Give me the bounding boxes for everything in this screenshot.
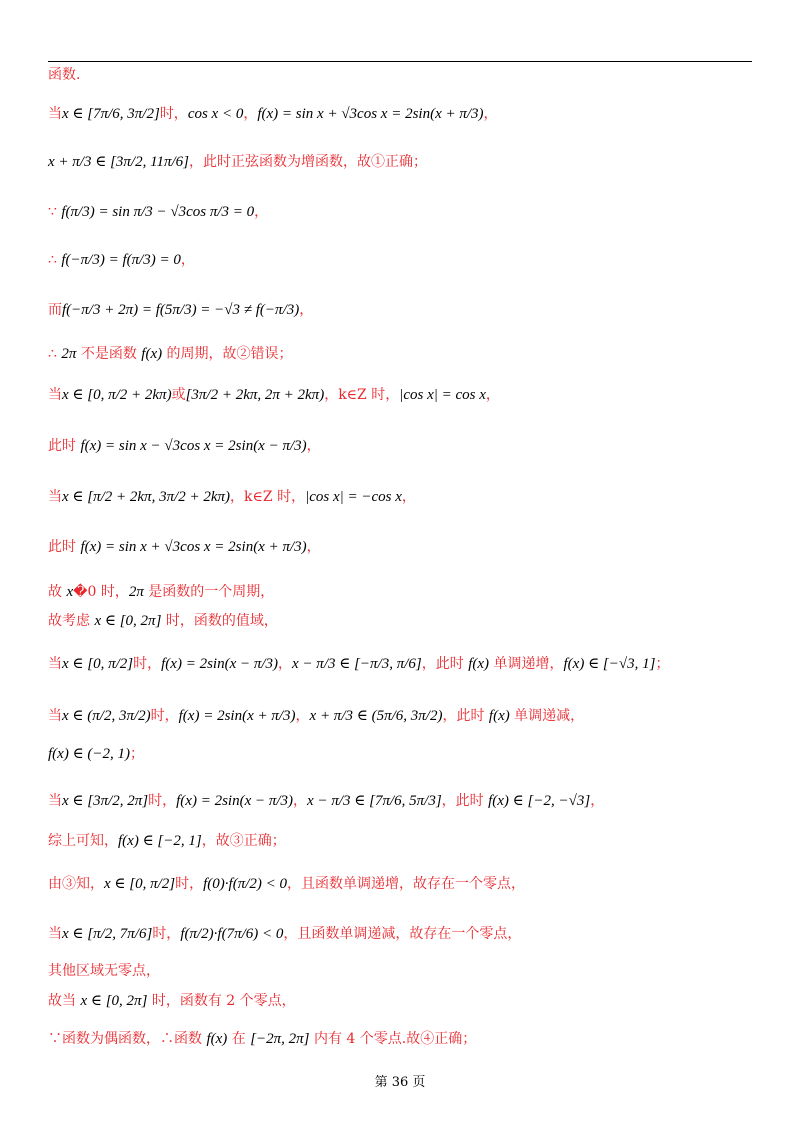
text-segment: 时，: [159, 106, 188, 122]
text-segment: 在: [227, 1031, 251, 1047]
text-line: [48, 1030, 476, 1048]
math-expression: x ∈ [π/2 + 2kπ, 3π/2 + 2kπ): [62, 489, 231, 505]
page-number: 第 36 页: [374, 1075, 426, 1090]
text-segment: ；: [655, 656, 670, 672]
text-segment: ，此时: [421, 656, 469, 672]
text-line: [48, 612, 278, 630]
text-segment: ∵函数为偶函数，∴函数: [48, 1031, 207, 1047]
text-segment: ，此时正弦函数为增函数，故①正确；: [189, 154, 427, 170]
text-line: [48, 583, 274, 601]
math-expression: |cos x| = cos x: [399, 387, 486, 403]
math-expression: x + π/3 ∈ (5π/6, 3π/2): [309, 708, 443, 724]
math-expression: f(π/2)·f(7π/6) < 0: [180, 926, 284, 942]
math-expression: f(x): [141, 346, 163, 362]
text-segment: 由③知，: [48, 876, 104, 892]
text-line: [48, 832, 286, 850]
text-line: [48, 792, 604, 810]
text-line: [48, 66, 80, 84]
text-segment: ，: [254, 204, 269, 220]
text-segment: 时，: [152, 926, 181, 942]
text-segment: 时，: [175, 876, 204, 892]
text-line: [48, 992, 296, 1010]
math-expression: 2π: [128, 584, 144, 600]
text-segment: 时，函数的值域，: [161, 613, 278, 629]
math-expression: f(−π/3 + 2π) = f(5π/3) = −√3 ≠ f(−π/3): [62, 302, 300, 318]
text-line: [48, 488, 416, 506]
text-segment: ，: [293, 793, 308, 809]
text-segment: 当: [48, 489, 62, 505]
text-segment: 而: [48, 302, 62, 318]
math-expression: x ∈ [0, 2π]: [80, 993, 148, 1009]
text-line: [48, 655, 669, 673]
text-segment: 或: [171, 387, 186, 403]
text-segment: ；: [130, 746, 145, 762]
text-line: [48, 925, 521, 943]
text-segment: 故考虑: [48, 613, 95, 629]
text-line: [48, 301, 313, 319]
text-segment: 当: [48, 708, 62, 724]
text-segment: 当: [48, 387, 62, 403]
text-line: [48, 875, 525, 893]
text-segment: 时，: [148, 793, 177, 809]
text-line: [48, 437, 321, 455]
text-segment: ，k∈Z 时，: [230, 489, 306, 505]
text-segment: 函数.: [48, 67, 81, 83]
math-expression: f(−π/3) = f(π/3) = 0: [61, 252, 181, 268]
text-segment: 当: [48, 656, 62, 672]
text-segment: ，k∈Z 时，: [324, 387, 400, 403]
text-segment: 时，: [133, 656, 162, 672]
text-segment: ，此时: [441, 793, 489, 809]
math-expression: f(x) ∈ [−2, −√3]: [488, 793, 591, 809]
text-segment: 当: [48, 106, 62, 122]
text-line: [48, 153, 427, 171]
math-expression: f(x) = sin x − √3cos x = 2sin(x − π/3): [80, 438, 307, 454]
math-expression: 2π: [61, 346, 77, 362]
text-segment: ，: [483, 106, 498, 122]
math-expression: f(x): [468, 656, 490, 672]
text-segment: ，故③正确；: [201, 833, 286, 849]
text-segment: ，且函数单调递增，故存在一个零点，: [287, 876, 525, 892]
math-expression: [−2π, 2π]: [250, 1031, 310, 1047]
text-segment: 当: [48, 793, 62, 809]
math-expression: f(x) = 2sin(x − π/3): [176, 793, 294, 809]
text-line: [48, 105, 498, 123]
text-line: [48, 745, 144, 763]
text-segment: 时，函数有 2 个零点，: [147, 993, 296, 1009]
math-expression: x ∈ [0, π/2 + 2kπ): [62, 387, 172, 403]
math-expression: f(x) = 2sin(x + π/3): [178, 708, 296, 724]
text-segment: ，: [401, 489, 416, 505]
math-expression: x ∈ [7π/6, 3π/2]: [62, 106, 160, 122]
math-expression: x ∈ [0, π/2]: [104, 876, 176, 892]
text-line: [48, 203, 268, 221]
math-expression: f(0)·f(π/2) < 0: [203, 876, 287, 892]
text-line: [48, 345, 293, 363]
header-rule: [48, 61, 752, 62]
text-segment: 当: [48, 926, 62, 942]
text-segment: 综上可知，: [48, 833, 118, 849]
text-segment: ，: [485, 387, 500, 403]
math-expression: x: [66, 584, 74, 600]
math-expression: x + π/3 ∈ [3π/2, 11π/6]: [48, 154, 189, 170]
text-segment: 不是函数: [76, 346, 142, 362]
text-line: [48, 962, 160, 980]
text-segment: 故: [48, 584, 67, 600]
text-segment: ，此时: [442, 708, 489, 724]
text-segment: 时，: [150, 708, 179, 724]
text-segment: ，: [306, 539, 321, 555]
text-segment: ，: [243, 106, 258, 122]
math-expression: f(x): [488, 708, 510, 724]
math-expression: f(x) ∈ [−√3, 1]: [563, 656, 656, 672]
math-expression: f(x) ∈ [−2, 1]: [118, 833, 202, 849]
math-expression: x ∈ [0, π/2]: [62, 656, 134, 672]
text-segment: 单调递减，: [509, 708, 585, 724]
text-segment: ∵: [48, 204, 62, 220]
text-segment: 故当: [48, 993, 81, 1009]
math-expression: cos x < 0: [187, 106, 244, 122]
math-expression: x ∈ [π/2, 7π/6]: [62, 926, 153, 942]
text-segment: 的周期，故②错误；: [162, 346, 293, 362]
text-segment: ，: [306, 438, 321, 454]
math-expression: f(x) = 2sin(x − π/3): [161, 656, 279, 672]
math-expression: f(x) ∈ (−2, 1): [48, 746, 131, 762]
text-segment: ，: [180, 252, 195, 268]
math-expression: x − π/3 ∈ [7π/6, 5π/3]: [307, 793, 442, 809]
text-segment: �0 时，: [73, 584, 129, 600]
text-segment: 单调递增，: [489, 656, 564, 672]
math-expression: [3π/2 + 2kπ, 2π + 2kπ): [185, 387, 325, 403]
text-segment: ，: [299, 302, 314, 318]
math-expression: f(x) = sin x + √3cos x = 2sin(x + π/3): [80, 539, 307, 555]
text-line: [48, 707, 584, 725]
text-line: [48, 538, 321, 556]
text-segment: 内有 4 个零点.故④正确；: [309, 1031, 477, 1047]
text-segment: ，且函数单调递减，故存在一个零点，: [283, 926, 522, 942]
text-segment: 此时: [48, 438, 81, 454]
text-segment: 是函数的一个周期，: [143, 584, 275, 600]
math-expression: x ∈ (π/2, 3π/2): [62, 708, 151, 724]
text-segment: 其他区域无零点，: [48, 963, 160, 979]
math-expression: x ∈ [0, 2π]: [94, 613, 162, 629]
math-expression: f(x): [206, 1031, 228, 1047]
math-expression: |cos x| = −cos x: [305, 489, 402, 505]
math-expression: x ∈ [3π/2, 2π]: [62, 793, 149, 809]
text-segment: ∴: [48, 252, 62, 268]
text-segment: ∴: [48, 346, 62, 362]
math-expression: f(x) = sin x + √3cos x = 2sin(x + π/3): [257, 106, 484, 122]
text-segment: ，: [295, 708, 310, 724]
math-expression: f(π/3) = sin π/3 − √3cos π/3 = 0: [61, 204, 255, 220]
text-segment: ，: [278, 656, 293, 672]
text-line: [48, 251, 195, 269]
math-expression: x − π/3 ∈ [−π/3, π/6]: [292, 656, 422, 672]
text-line: [48, 386, 500, 404]
text-segment: 此时: [48, 539, 81, 555]
text-segment: ，: [590, 793, 605, 809]
